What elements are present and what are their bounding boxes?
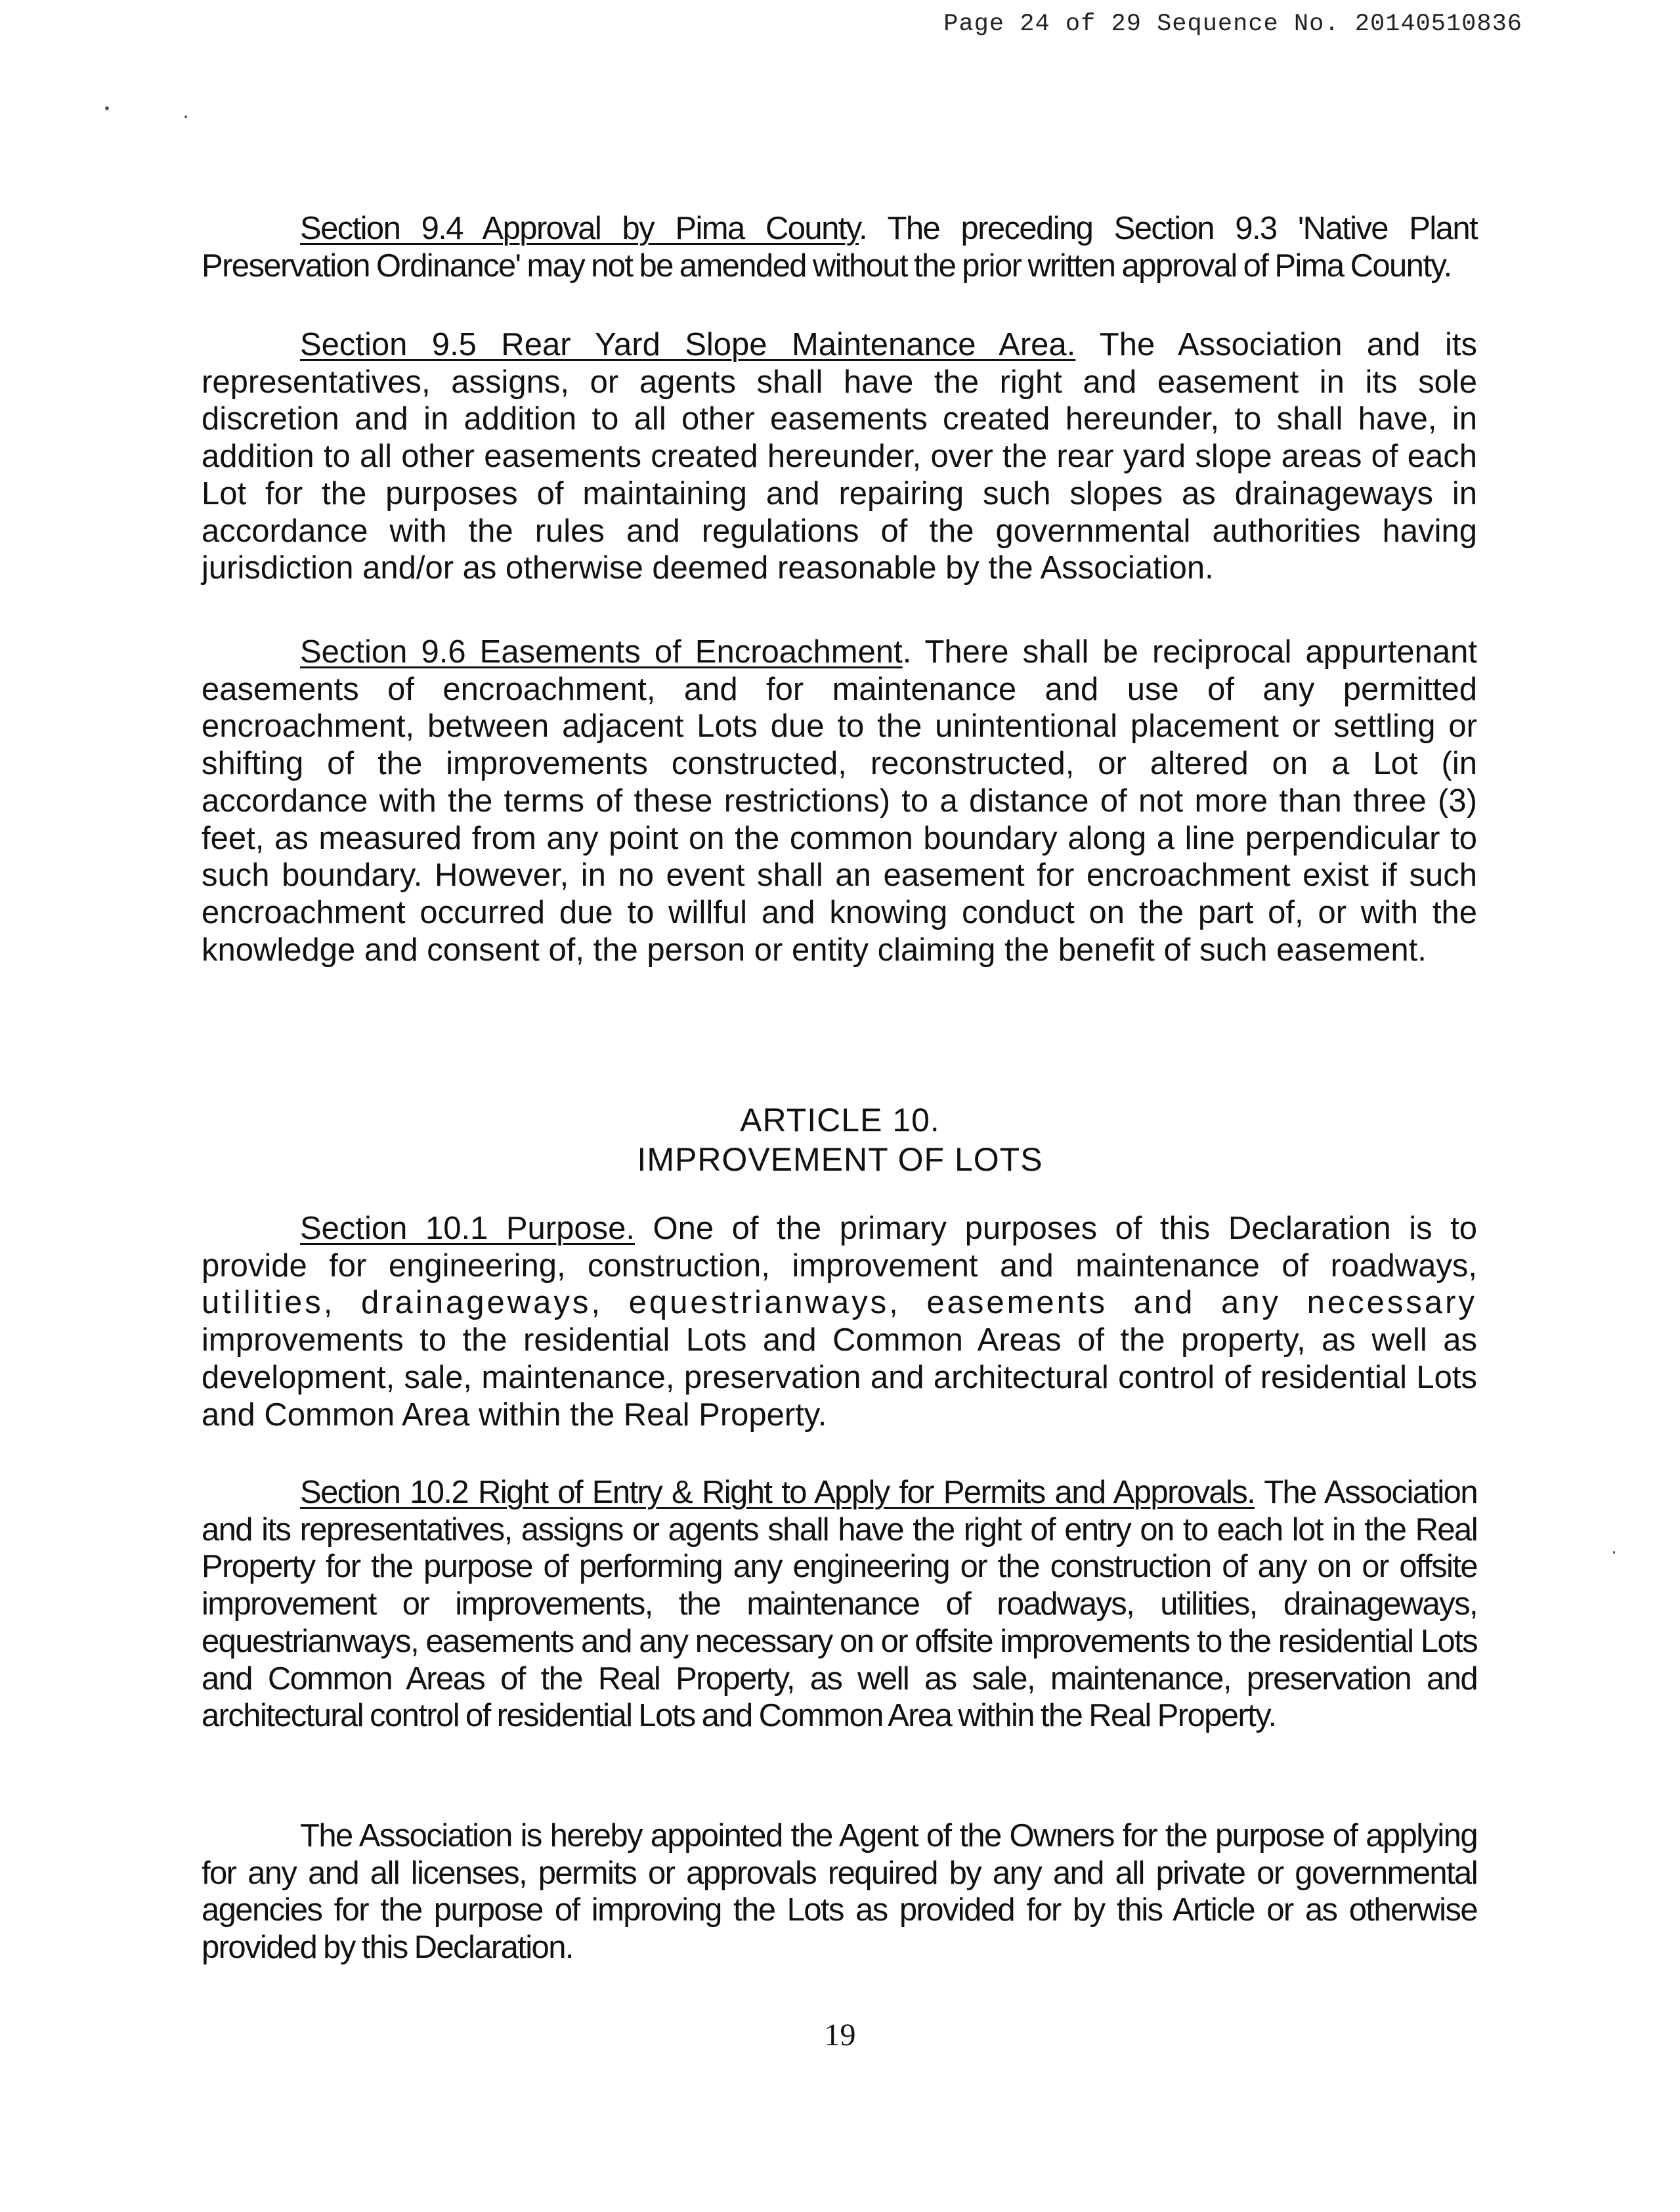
agent-paragraph	[202, 1817, 1477, 1966]
section-10-1-title: Section 10.1 Purpose.	[300, 1211, 635, 1246]
section-9-5-body: The Association and its representatives, assigns, or agents shall have the right and easement in its sole discretion and in addition to all other easements created hereunder, to shall have, in addition to all other easements created hereunder, over the rear yard slope areas of each Lot for the purposes of maintaining and repairing such slopes as drainageways in accordance with the rules and regulations of the governmental authorities having jurisdiction and/or as otherwise deemed reasonable by the Association.	[202, 327, 1477, 586]
agent-paragraph-body: The Association is hereby appointed the Agent of the Owners for the purpose of applying for any and all licenses, permits or approvals required by any and all private or governmental agencies for the purpose of improving the Lots as provided for by this Article or as otherwise provided by this Declaration.	[202, 1818, 1477, 1966]
scan-speck	[1613, 1551, 1615, 1554]
article-heading-title: IMPROVEMENT OF LOTS	[637, 1141, 1043, 1178]
section-9-4-body: . The preceding Section 9.3 'Native Plant Preservation Ordinance' may not be amended without the prior written approval of Pima County.	[202, 211, 1477, 284]
section-10-1	[202, 1210, 1477, 1433]
scan-speck	[105, 106, 109, 110]
page-header: Page 24 of 29 Sequence No. 20140510836	[943, 11, 1522, 38]
section-9-4-title: Section 9.4 Approval by Pima County	[300, 211, 859, 246]
section-10-2-body: The Association and its representatives, assigns or agents shall have the right of entry on to each lot in the Real Property for the purpose of performing any engineering or the construction of any on or offsite improvement or improvements, the maintenance of roadways, utilities, drainageways, equestrianways, easements and any necessary on or offsite improvements to the residential Lots and Common Areas of the Real Property, as well as sale, maintenance, preservation and architectural control of residential Lots and Common Area within the Real Property.	[202, 1475, 1477, 1734]
section-10-1-body-b: utilities, drainageways, equestrianways, easements and any necessary	[202, 1285, 1477, 1321]
section-10-2	[202, 1474, 1477, 1735]
section-9-6-title: Section 9.6 Easements of Encroachment	[300, 634, 903, 670]
section-9-5-title: Section 9.5 Rear Yard Slope Maintenance Area.	[300, 327, 1076, 362]
article-heading-number: ARTICLE 10.	[740, 1102, 940, 1139]
section-10-1-body-c: improvements to the residential Lots and Common Areas of the property, as well as development, sale, maintenance, preservation and architectural control of residential Lots and Common Area within the Real Property.	[202, 1322, 1477, 1433]
page-number: 19	[824, 2018, 856, 2052]
section-9-6-body: . There shall be reciprocal appurtenant easements of encroachment, and for maintenance and use of any permitted encroachment, between adjacent Lots due to the unintentional placement or settling or shifting of the improvements constructed, reconstructed, or altered on a Lot (in accordance with the terms of these restrictions) to a distance of not more than three (3) feet, as measured from any point on the common boundary along a line perpendicular to such boundary. However, in no event shall an easement for encroachment exist if such encroachment occurred due to willful and knowing conduct on the part of, or with the knowledge and consent of, the person or entity claiming the benefit of such easement.	[202, 634, 1477, 968]
section-9-4	[202, 210, 1477, 284]
scan-speck	[184, 116, 187, 118]
section-9-5	[202, 326, 1477, 587]
section-10-2-title: Section 10.2 Right of Entry & Right to Apply for Permits and Approvals.	[300, 1475, 1255, 1510]
section-10-1-body-a: One of the primary purposes of this Declaration is to provide for engineering, construction, improvement and maintenance of roadways,	[202, 1211, 1477, 1284]
section-9-6	[202, 634, 1477, 968]
